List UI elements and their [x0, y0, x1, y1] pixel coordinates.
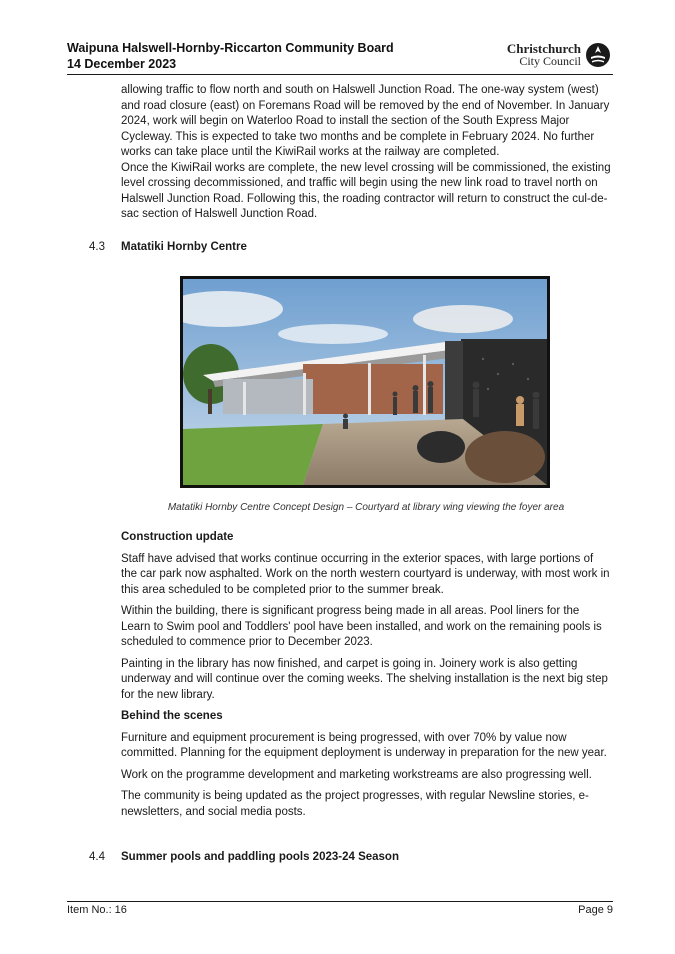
section-number: 4.4 [89, 851, 105, 863]
page-number: Page 9 [578, 904, 613, 916]
figure-caption: Matatiki Hornby Centre Concept Design – Courtyard at library wing viewing the foyer area [167, 502, 565, 513]
section-title: Summer pools and paddling pools 2023-24 Season [121, 851, 399, 863]
logo-line1: Christchurch [506, 41, 581, 56]
construction-heading: Construction update [121, 531, 234, 543]
construction-paragraph-2: Within the building, there is significant progress being made in all areas. Pool liners for the Learn to Swim pool and Toddlers' pool have been installed, and work on the remaining pools is scheduled to commence prior to December 2023. [121, 605, 602, 648]
behind-paragraph-3: The community is being updated as the project progresses, with regular Newsline stories, e-newsletters, and social media posts. [121, 790, 589, 818]
header-title-line1: Waipuna Halswell-Hornby-Riccarton Community Board [67, 41, 394, 55]
section-number: 4.3 [89, 241, 105, 253]
page-header [67, 40, 613, 75]
intro-paragraph-1: allowing traffic to flow north and south on Halswell Junction Road. The one-way system (west) and road closure (east) on Foremans Road will be removed by the end of November. In January 2024, work will begin on Waterloo Road to install the section of the South Express Major Cycleway. This is expected to take two months and be complete in February 2024. No further works can take place until the KiwiRail works at the railway are completed. [121, 84, 610, 158]
intro-paragraph-2: Once the KiwiRail works are complete, the new level crossing will be commissioned, the existing level crossing decommissioned, and traffic will begin using the new link road to travel north on Halswell Junction Road. Following this, the roading contractor will return to construct the cul-de-sac section of Halswell Junction Road. [121, 161, 611, 220]
section-4-4-heading [89, 851, 399, 863]
council-crest-icon [585, 42, 611, 68]
behind-heading: Behind the scenes [121, 710, 223, 722]
courtyard-render-illustration [183, 279, 547, 485]
concept-design-image [180, 276, 550, 488]
page-footer [67, 901, 613, 916]
section-title: Matatiki Hornby Centre [121, 241, 247, 253]
item-number: Item No.: 16 [67, 904, 127, 916]
behind-paragraph-1: Furniture and equipment procurement is being progressed, with over 70% by value now committed. Planning for the equipment deployment is underway in preparation for the new year. [121, 731, 607, 759]
construction-paragraph-1: Staff have advised that works continue occurring in the exterior spaces, with large portions of the car park now asphalted. Work on the north western courtyard is underway, with most work in this area scheduled to be completed prior to the summer break. [121, 552, 610, 596]
construction-paragraph-3: Painting in the library has now finished, and carpet is going in. Joinery work is also getting underway and will continue over the coming weeks. The shelving installation is the next big step for the new library. [121, 657, 608, 701]
logo-line2: City Council [519, 54, 581, 68]
header-title-line2: 14 December 2023 [67, 57, 177, 71]
construction-section [121, 530, 611, 826]
section-4-3-heading [89, 241, 247, 253]
behind-paragraph-2: Work on the programme development and marketing workstreams are also progressing well. [121, 768, 592, 781]
council-logo [491, 41, 611, 69]
intro-text [121, 83, 611, 229]
